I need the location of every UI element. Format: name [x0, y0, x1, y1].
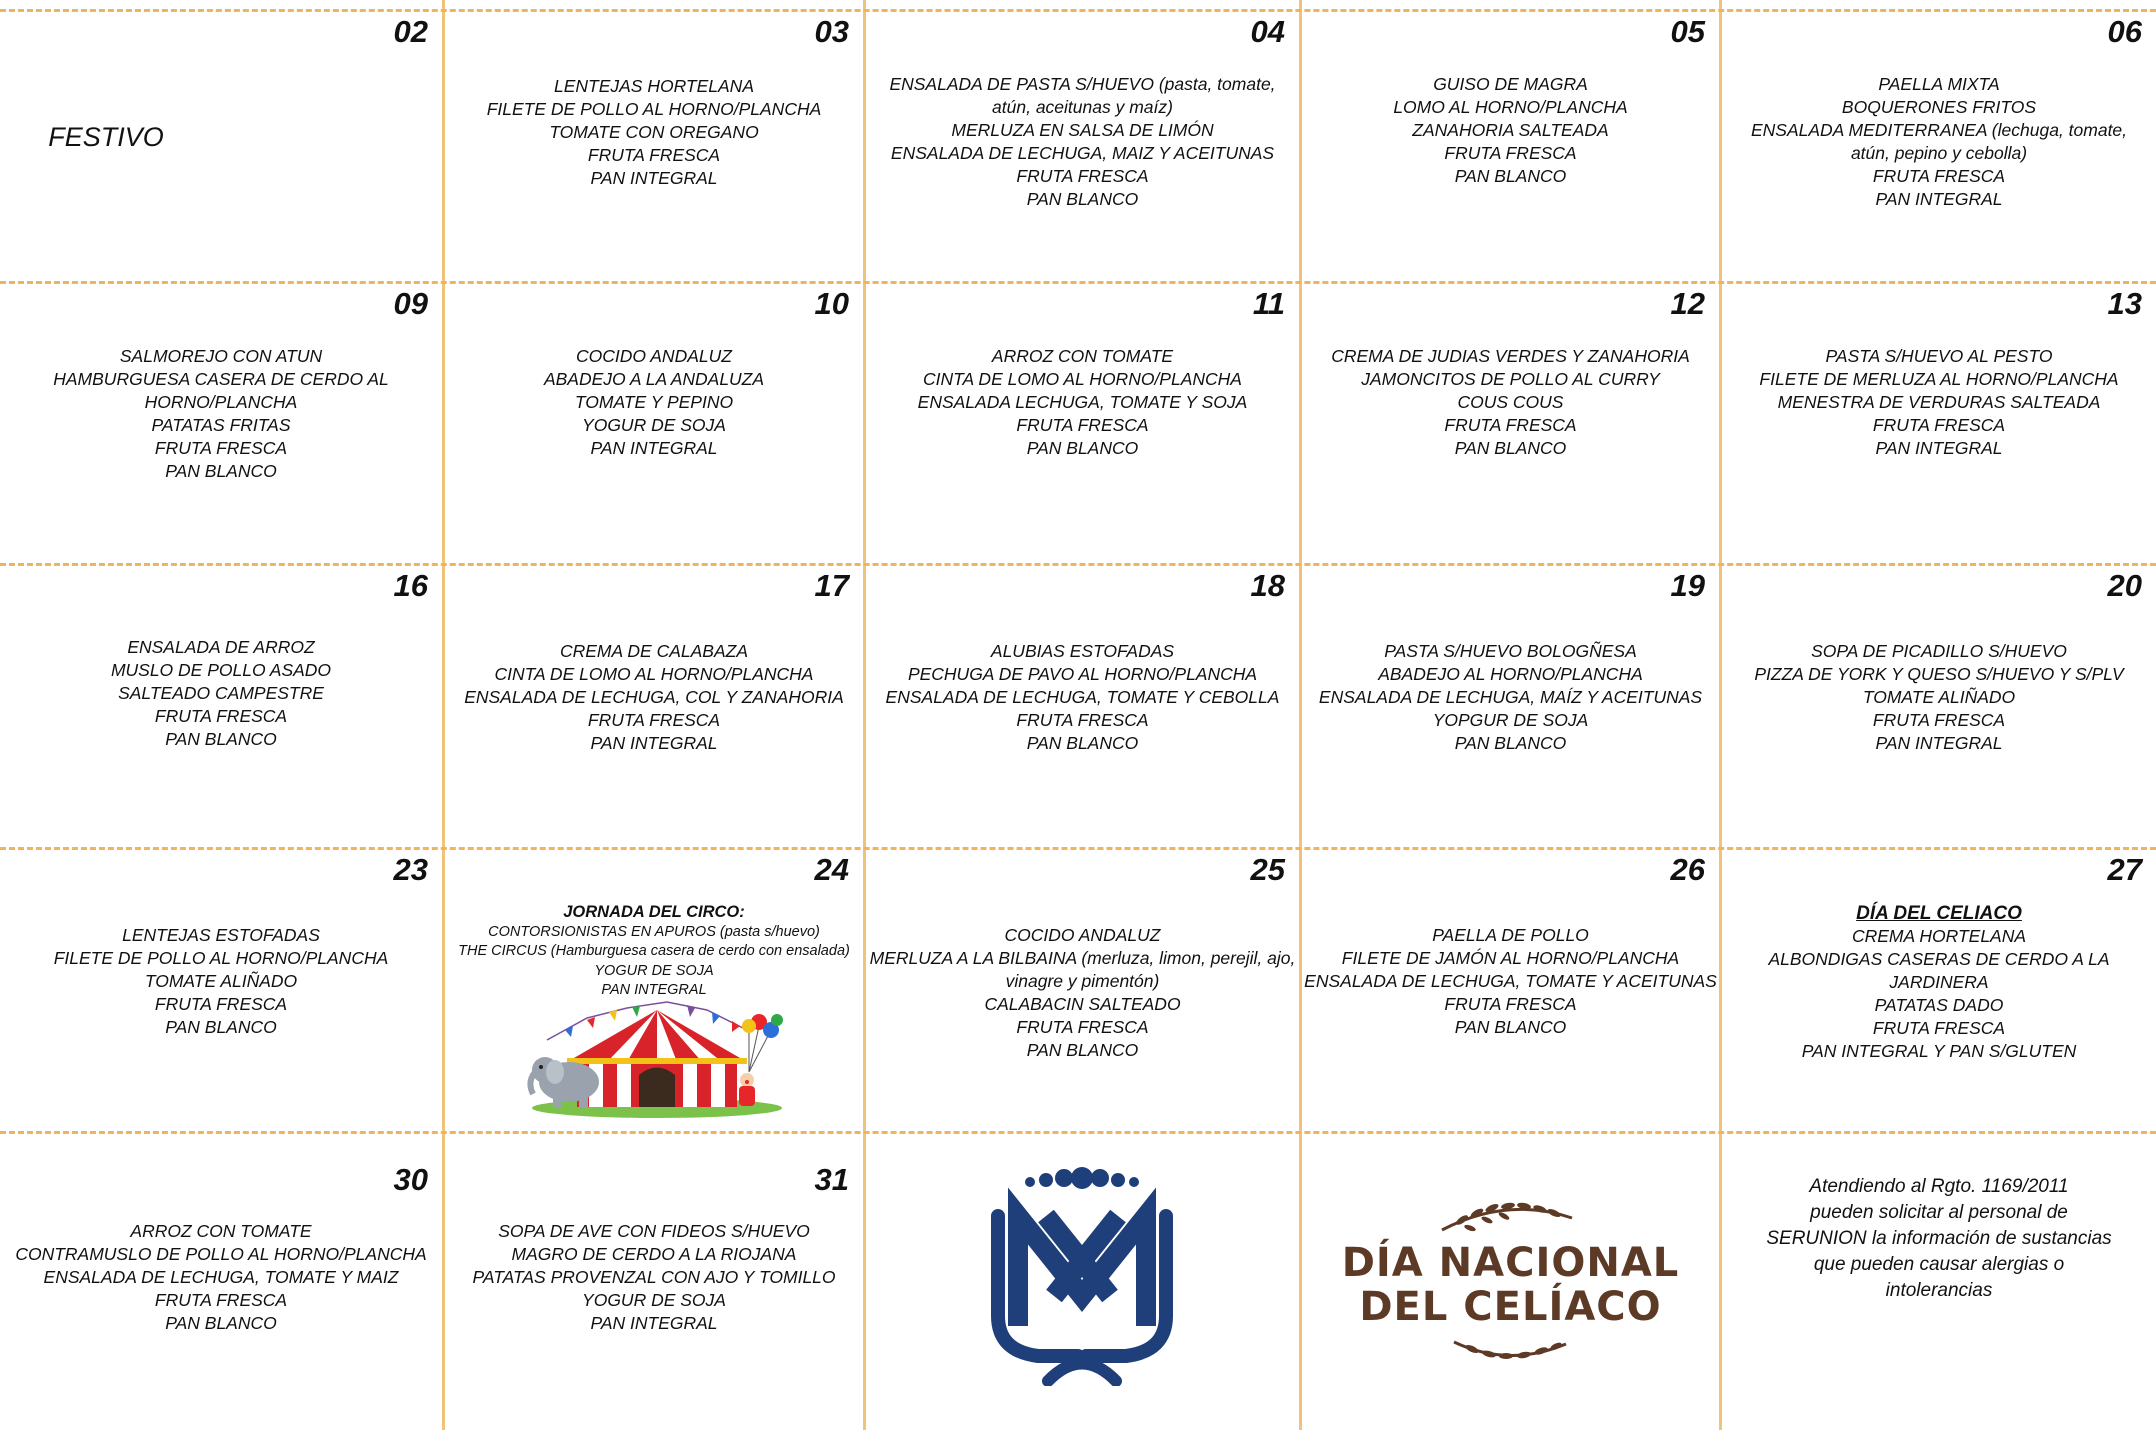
day-number: 31	[814, 1162, 849, 1197]
menu-item: ENSALADA DE LECHUGA, COL Y ZANAHORIA	[464, 687, 844, 707]
day-number: 26	[1670, 852, 1705, 887]
menu-item: CREMA HORTELANA	[1851, 926, 2027, 946]
day-number: 30	[393, 1162, 428, 1197]
day-number: 27	[2107, 852, 2142, 887]
menu-item: CREMA DE JUDIAS VERDES Y ZANAHORIA	[1331, 346, 1690, 366]
day-number: 16	[393, 568, 428, 603]
day-cell	[0, 1134, 442, 1430]
menu-item: FRUTA FRESCA	[1016, 166, 1149, 186]
menu-item: MUSLO DE POLLO ASADO	[110, 660, 332, 680]
menu-item: PAN INTEGRAL Y PAN S/GLUTEN	[1801, 1041, 2077, 1061]
menu-item: TOMATE Y PEPINO	[574, 392, 734, 412]
menu-list	[0, 636, 442, 751]
wheat-top-icon	[1432, 1196, 1582, 1236]
menu-item: BOQUERONES FRITOS	[1841, 97, 2037, 117]
menu-item: FRUTA FRESCA	[1872, 415, 2006, 435]
menu-item: FRUTA FRESCA	[1016, 415, 1149, 435]
event-title: DÍA DEL CELIACO	[1856, 903, 2022, 924]
menu-list	[1722, 640, 2156, 755]
menu-item: FRUTA FRESCA	[154, 438, 288, 458]
menu-item: CREMA DE CALABAZA	[559, 641, 748, 661]
celiaco-logo-line-2: DEL CELÍACO	[1359, 1284, 1662, 1330]
day-cell	[866, 12, 1299, 280]
menu-item: FILETE DE POLLO AL HORNO/PLANCHA	[486, 99, 822, 119]
day-cell	[866, 850, 1299, 1130]
menu-item: TOMATE CON OREGANO	[549, 122, 759, 142]
menu-item: PAN BLANCO	[1026, 189, 1139, 209]
menu-item: ENSALADA DE ARROZ	[127, 637, 315, 657]
menu-item: LOMO AL HORNO/PLANCHA	[1393, 97, 1628, 117]
menu-list	[866, 640, 1299, 755]
menu-item: FRUTA FRESCA	[1444, 415, 1577, 435]
day-number: 24	[814, 852, 849, 887]
day-cell	[445, 284, 863, 562]
day-number: 09	[393, 286, 428, 321]
menu-item: ENSALADA DE PASTA S/HUEVO (pasta, tomate,	[889, 74, 1276, 94]
day-cell	[1722, 284, 2156, 562]
menu-item: PAN INTEGRAL	[1875, 438, 2003, 458]
day-cell	[866, 566, 1299, 846]
menu-item: MERLUZA A LA BILBAINA (merluza, limon, perejil, ajo,	[869, 948, 1296, 968]
menu-item: PAN INTEGRAL	[590, 438, 718, 458]
allergen-note: Atendiendo al Rgto. 1169/2011 pueden solicitar al personal de SERUNION la información de sustancias que pueden causar alergias o intolerancias	[1766, 1176, 2112, 1301]
day-cell	[0, 12, 442, 280]
menu-item: PATATAS PROVENZAL CON AJO Y TOMILLO	[472, 1267, 836, 1287]
menu-item: YOPGUR DE SOJA	[1432, 710, 1589, 730]
menu-item: FRUTA FRESCA	[154, 706, 288, 726]
menu-item: FRUTA FRESCA	[1016, 710, 1149, 730]
menu-item: SOPA DE PICADILLO S/HUEVO	[1811, 641, 2067, 661]
menu-item: PAN BLANCO	[1454, 1017, 1567, 1037]
menu-item: COCIDO ANDALUZ	[1004, 925, 1161, 945]
menu-item: JAMONCITOS DE POLLO AL CURRY	[1361, 369, 1660, 389]
menu-list	[1722, 73, 2156, 211]
event-title: JORNADA DEL CIRCO:	[563, 903, 745, 921]
menu-item: FRUTA FRESCA	[1444, 143, 1577, 163]
menu-item: TOMATE ALIÑADO	[1862, 687, 2016, 707]
menu-item: FRUTA FRESCA	[1016, 1017, 1149, 1037]
menu-item: MERLUZA EN SALSA DE LIMÓN	[951, 120, 1214, 140]
menu-list	[0, 924, 442, 1039]
day-number: 11	[1252, 286, 1285, 321]
day-number: 25	[1250, 852, 1285, 887]
circus-tent-illustration	[527, 1000, 787, 1120]
menu-item: PAN BLANCO	[1026, 1040, 1139, 1060]
menu-item: PECHUGA DE PAVO AL HORNO/PLANCHA	[907, 664, 1258, 684]
menu-item: YOGUR DE SOJA	[594, 962, 714, 979]
menu-item: FRUTA FRESCA	[154, 1290, 288, 1310]
menu-item: LENTEJAS HORTELANA	[553, 76, 754, 96]
menu-item: PAN INTEGRAL	[601, 982, 707, 998]
menu-item: LENTEJAS ESTOFADAS	[122, 925, 320, 945]
day-number: 13	[2107, 286, 2142, 321]
menu-item: FRUTA FRESCA	[154, 994, 288, 1014]
menu-item: COUS COUS	[1457, 392, 1564, 412]
day-cell	[0, 850, 442, 1130]
menu-item: ENSALADA DE LECHUGA, MAÍZ Y ACEITUNAS	[1318, 687, 1703, 707]
menu-list	[866, 73, 1299, 211]
menu-item: ZANAHORIA SALTEADA	[1412, 120, 1609, 140]
menu-item: ENSALADA MEDITERRANEA (lechuga, tomate,	[1750, 120, 2128, 140]
menu-item: COCIDO ANDALUZ	[576, 346, 732, 366]
menu-item: PAELLA MIXTA	[1878, 74, 2000, 94]
menu-item: ARROZ CON TOMATE	[991, 346, 1174, 366]
day-number: 02	[393, 14, 428, 49]
menu-item: PAN INTEGRAL	[590, 1313, 718, 1333]
menu-item: CONTORSIONISTAS EN APUROS (pasta s/huevo)	[488, 923, 820, 940]
day-cell	[1302, 284, 1719, 562]
day-number: 10	[814, 286, 849, 321]
menu-item: atún, pepino y cebolla)	[1850, 143, 2028, 163]
menu-item: PAN INTEGRAL	[590, 733, 718, 753]
day-number: 23	[393, 852, 428, 887]
celiaco-logo-cell	[1302, 1134, 1719, 1430]
menu-item: PAELLA DE POLLO	[1432, 925, 1589, 945]
wheat-bottom-icon	[1444, 1332, 1574, 1366]
menu-list	[445, 903, 863, 1001]
menu-item: FRUTA FRESCA	[1872, 710, 2006, 730]
menu-list	[1302, 345, 1719, 460]
holiday-label: FESTIVO	[48, 122, 164, 152]
menu-item: ENSALADA DE LECHUGA, TOMATE Y ACEITUNAS	[1304, 971, 1717, 991]
menu-list	[445, 75, 863, 190]
menu-item: PAN BLANCO	[1454, 166, 1567, 186]
menu-item: PAN BLANCO	[1026, 733, 1139, 753]
menu-item: SALMOREJO CON ATUN	[119, 346, 323, 366]
day-cell	[445, 850, 863, 1130]
menu-list	[1722, 345, 2156, 460]
day-number: 20	[2107, 568, 2142, 603]
menu-item: THE CIRCUS (Hamburguesa casera de cerdo con ensalada)	[458, 943, 850, 959]
menu-list	[0, 1220, 442, 1335]
day-cell	[445, 566, 863, 846]
menu-item: HAMBURGUESA CASERA DE CERDO AL	[53, 369, 389, 389]
menu-item: ENSALADA DE LECHUGA, TOMATE Y MAIZ	[43, 1267, 399, 1287]
menu-item: YOGUR DE SOJA	[582, 415, 726, 435]
day-number: 12	[1670, 286, 1705, 321]
menu-item: PAN BLANCO	[165, 461, 277, 481]
menu-list	[445, 345, 863, 460]
menu-item: vinagre y pimentón)	[1005, 971, 1160, 991]
menu-item: FRUTA FRESCA	[1872, 1018, 2006, 1038]
day-number: 04	[1250, 14, 1285, 49]
menu-item: ENSALADA DE LECHUGA, MAIZ Y ACEITUNAS	[890, 143, 1275, 163]
menu-item: PAN BLANCO	[1454, 733, 1567, 753]
menu-item: FRUTA FRESCA	[587, 710, 721, 730]
menu-list	[866, 924, 1299, 1062]
day-cell	[0, 566, 442, 846]
menu-item: PAN INTEGRAL	[1875, 733, 2003, 753]
school-logo	[978, 1156, 1178, 1386]
menu-item: TOMATE ALIÑADO	[144, 971, 298, 991]
menu-item: FRUTA FRESCA	[1444, 994, 1577, 1014]
menu-item: GUISO DE MAGRA	[1433, 74, 1588, 94]
day-cell	[1302, 12, 1719, 280]
menu-item: CINTA DE LOMO AL HORNO/PLANCHA	[923, 369, 1242, 389]
day-cell	[1722, 850, 2156, 1130]
menu-item: PATATAS DADO	[1874, 995, 2004, 1015]
day-cell	[445, 12, 863, 280]
menu-item: FRUTA FRESCA	[587, 145, 721, 165]
celiaco-logo-line-1: DÍA NACIONAL	[1341, 1240, 1680, 1286]
day-cell	[445, 1134, 863, 1430]
menu-item: JARDINERA	[1889, 972, 1989, 992]
menu-list	[1722, 902, 2156, 1063]
menu-item: ABADEJO A LA ANDALUZA	[543, 369, 765, 389]
menu-item: ENSALADA DE LECHUGA, TOMATE Y CEBOLLA	[885, 687, 1280, 707]
menu-list	[1302, 73, 1719, 188]
menu-item: MAGRO DE CERDO A LA RIOJANA	[511, 1244, 797, 1264]
menu-item: PIZZA DE YORK Y QUESO S/HUEVO Y S/PLV	[1754, 664, 2124, 684]
menu-list	[445, 1220, 863, 1335]
day-cell	[866, 284, 1299, 562]
day-number: 19	[1670, 568, 1705, 603]
menu-item: CINTA DE LOMO AL HORNO/PLANCHA	[494, 664, 814, 684]
menu-item: PAN BLANCO	[1454, 438, 1567, 458]
menu-item: CALABACIN SALTEADO	[984, 994, 1181, 1014]
menu-item: SALTEADO CAMPESTRE	[118, 683, 324, 703]
menu-item: ALBONDIGAS CASERAS DE CERDO A LA	[1768, 949, 2110, 969]
menu-list	[1302, 924, 1719, 1039]
day-cell	[1722, 566, 2156, 846]
day-cell	[1302, 566, 1719, 846]
menu-item: FILETE DE JAMÓN AL HORNO/PLANCHA	[1341, 948, 1680, 968]
menu-item: PATATAS FRITAS	[151, 415, 291, 435]
day-number: 05	[1670, 14, 1705, 49]
menu-item: MENESTRA DE VERDURAS SALTEADA	[1777, 392, 2101, 412]
menu-item: PASTA S/HUEVO AL PESTO	[1825, 346, 2053, 366]
menu-item: PASTA S/HUEVO BOLOGÑESA	[1384, 641, 1637, 661]
menu-item: CONTRAMUSLO DE POLLO AL HORNO/PLANCHA	[15, 1244, 427, 1264]
allergen-note-cell	[1722, 1134, 2156, 1430]
menu-item: ABADEJO AL HORNO/PLANCHA	[1378, 664, 1643, 684]
day-cell	[0, 284, 442, 562]
menu-list	[866, 345, 1299, 460]
menu-item: FILETE DE MERLUZA AL HORNO/PLANCHA	[1759, 369, 2119, 389]
menu-item: atún, aceitunas y maíz)	[992, 97, 1173, 117]
menu-list	[445, 640, 863, 755]
logo-cell	[866, 1134, 1299, 1430]
menu-item: HORNO/PLANCHA	[144, 392, 298, 412]
menu-item: PAN BLANCO	[165, 1017, 277, 1037]
menu-item: ALUBIAS ESTOFADAS	[990, 641, 1175, 661]
menu-item: PAN INTEGRAL	[1875, 189, 2003, 209]
menu-item: ARROZ CON TOMATE	[130, 1221, 312, 1241]
menu-item: PAN BLANCO	[165, 729, 277, 749]
menu-item: PAN BLANCO	[165, 1313, 277, 1333]
day-cell	[1722, 12, 2156, 280]
day-cell	[1302, 850, 1719, 1130]
menu-item: YOGUR DE SOJA	[582, 1290, 726, 1310]
day-number: 18	[1250, 568, 1285, 603]
day-number: 06	[2107, 14, 2142, 49]
menu-list	[1302, 640, 1719, 755]
menu-item: ENSALADA LECHUGA, TOMATE Y SOJA	[917, 392, 1248, 412]
menu-item: PAN BLANCO	[1026, 438, 1139, 458]
menu-item: PAN INTEGRAL	[590, 168, 718, 188]
menu-item: FILETE DE POLLO AL HORNO/PLANCHA	[53, 948, 389, 968]
day-number: 03	[814, 14, 849, 49]
menu-item: FRUTA FRESCA	[1872, 166, 2006, 186]
menu-list	[0, 345, 442, 483]
day-number: 17	[814, 568, 849, 603]
menu-item: SOPA DE AVE CON FIDEOS S/HUEVO	[498, 1221, 810, 1241]
